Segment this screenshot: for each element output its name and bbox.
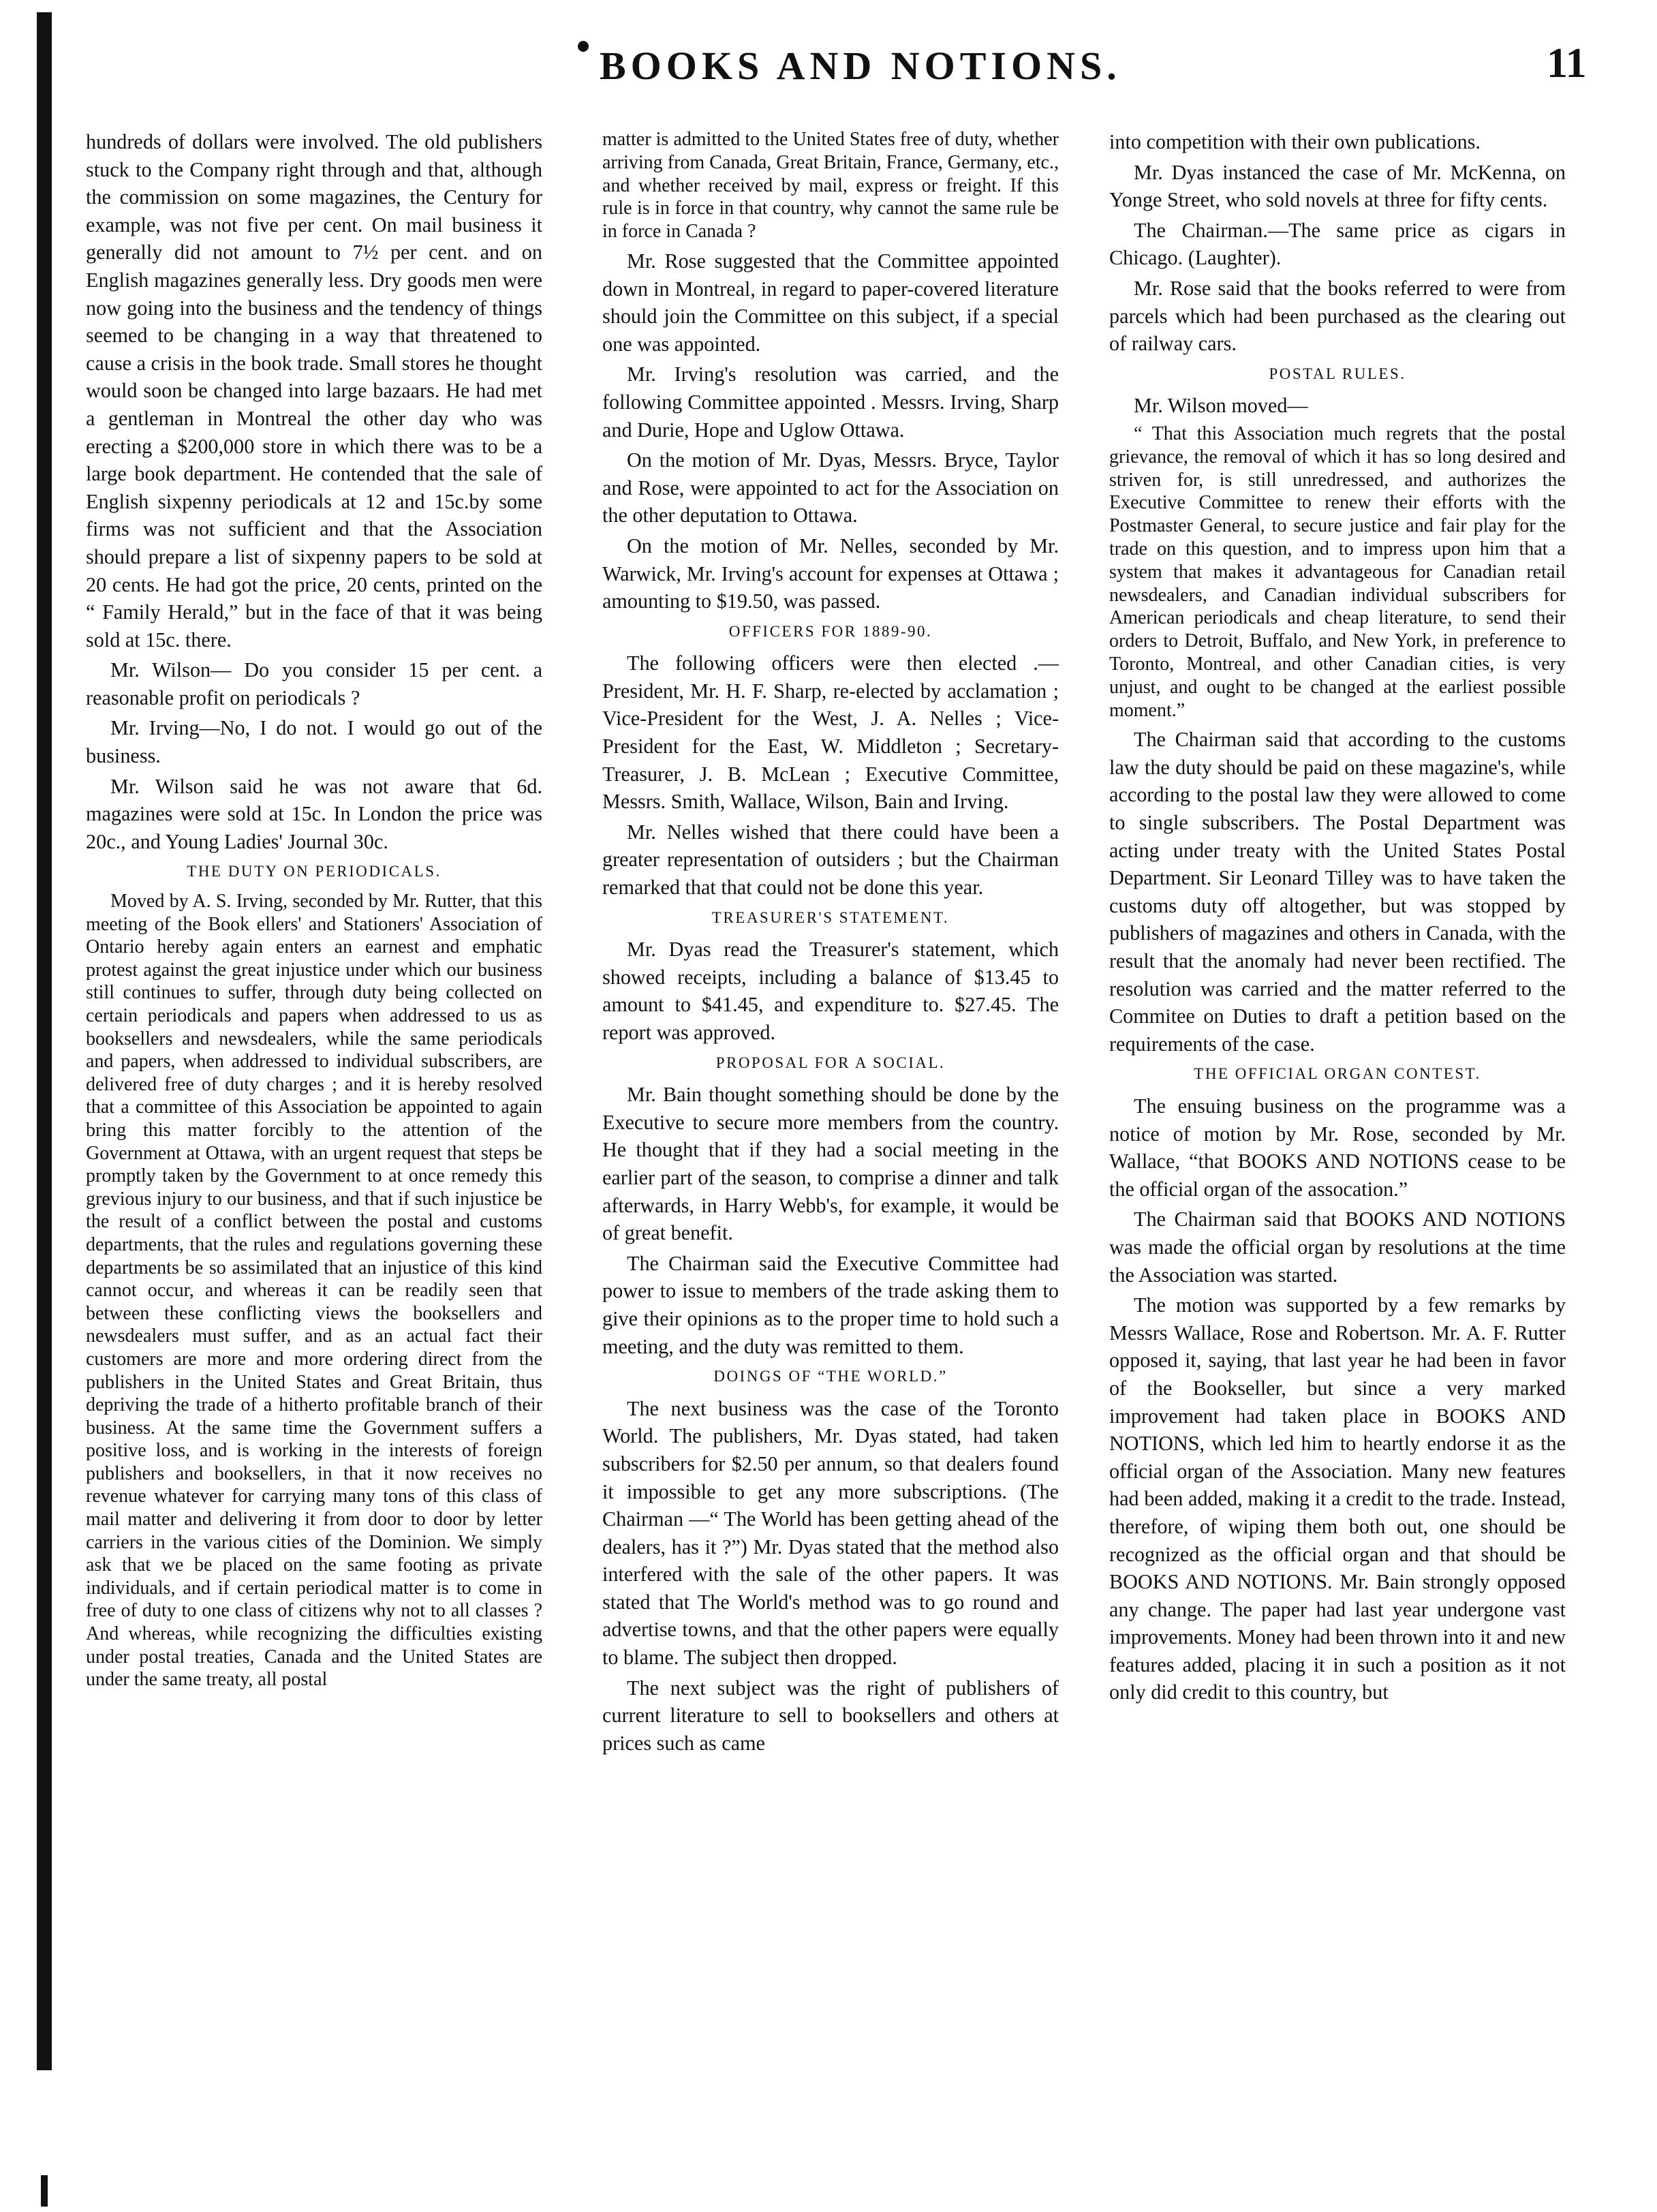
paragraph: The Chairman said that BOOKS AND NOTIONS was made the official organ by resolutions at the time the Association was started. bbox=[1109, 1208, 1566, 1287]
section-heading: POSTAL RULES. bbox=[1269, 365, 1406, 382]
paragraph: Mr. Irving—No, I do not. I would go out of the business. bbox=[86, 716, 542, 768]
paragraph: The Chairman said the Executive Committee had power to issue to members of the trade asking them to give their opinions as to the proper time to hold such a meeting, and the duty was remitted to them. bbox=[602, 1251, 1059, 1358]
section-heading: OFFICERS FOR 1889-90. bbox=[728, 622, 933, 640]
paragraph: into competition with their own publications. bbox=[1109, 130, 1481, 153]
paragraph: Mr. Rose suggested that the Committee appointed down in Montreal, in regard to paper-covered literature should join the Committee on this subject, if a special one was appointed. bbox=[602, 249, 1059, 356]
paragraph: matter is admitted to the United States free of duty, whether arriving from Canada, Great Britain, France, Germany, etc., and whether received by mail, express or freight. If this rule is in force in that country, why cannot the same rule be in force in Canada ? bbox=[602, 129, 1059, 243]
left-border-mark bbox=[41, 2175, 48, 2207]
paragraph: Mr. Irving's resolution was carried, and the following Committee appointed . Messrs. Irving, Sharp and Durie, Hope and Uglow Ottawa. bbox=[602, 363, 1059, 442]
paragraph: Mr. Nelles wished that there could have been a greater representation of outsiders ; but the Chairman remarked that that could not be done this year. bbox=[602, 820, 1059, 900]
paragraph: Mr. Dyas read the Treasurer's statement, which showed receipts, including a balance of $13.45 to amount to $41.45, and expenditure to. $27.45. The report was approved. bbox=[602, 938, 1059, 1045]
left-border-gap bbox=[37, 2072, 52, 2174]
left-border-rule bbox=[37, 12, 52, 2070]
section-heading: THE DUTY ON PERIODICALS. bbox=[187, 863, 442, 880]
paragraph: Mr. Bain thought something should be done by the Executive to secure more members from the country. He thought that if they had a social meeting in the earlier part of the season, to comprise a dinner and talk afterwards, in Harry Webb's, for example, it would be of great benefit. bbox=[602, 1083, 1059, 1245]
paragraph: hundreds of dollars were involved. The old publishers stuck to the Company right through and that, although the commission on some magazines, the Century for example, was not five per cent. On mail business it generally did not amount to 7½ per cent. and on English magazines generally less. Dry goods men were now going into the business and the tendency of things seemed to be changing in a way that threatened to cause a crisis in the book trade. Small stores he thought would soon be changed into large bazaars. He had met a gentleman in Montreal the other day who was erecting a $200,000 store in which there was to be a large book department. He contended that the sale of English sixpenny periodicals at 12 and 15c.by some firms was not sufficient and that the Association should prepare a list of sixpenny papers to be sold at 20 cents. He had got the price, 20 cents, printed on the “ Family Herald,” but in the face of that it was being sold at 15c. there. bbox=[86, 130, 542, 651]
paragraph: The following officers were then elected .— President, Mr. H. F. Sharp, re-elected by acclamation ; Vice-President for the West, J. A. Nelles ; Vice-President for the East, W. Middleton ; Secretary-Treasurer, J. B. McLean ; Executive Committee, Messrs. Smith, Wallace, Wilson, Bain and Irving. bbox=[602, 651, 1059, 814]
paragraph: Mr. Wilson said he was not aware that 6d. magazines were sold at 15c. In London the price was 20c., and Young Ladies' Journal 30c. bbox=[86, 774, 542, 853]
paragraph: Mr. Wilson— Do you consider 15 per cent. a reasonable profit on periodicals ? bbox=[86, 658, 542, 709]
resolution-text: “ That this Association much regrets that the postal grievance, the removal of which it has so long desired and striven for, is still unredressed, and authorizes the Executive Committee to renew their efforts with the Postmaster General, to secure justice and fair play for the trade on this question, and to impress upon him that a system that makes it advantageous for Canadian retail newsdealers, and Canadian individual subscribers for American periodicals and cheap literature, to send their orders to Detroit, Buffalo, and New York, in preference to Toronto, Montreal, and other Canadian cities, is very unjust, and ought to be changed at the earliest possible moment.” bbox=[1109, 423, 1566, 721]
section-heading: THE OFFICIAL ORGAN CONTEST. bbox=[1194, 1065, 1481, 1083]
running-header: BOOKS AND NOTIONS. bbox=[600, 44, 1121, 88]
paragraph: On the motion of Mr. Nelles, seconded by Mr. Warwick, Mr. Irving's account for expenses at Ottawa ; amounting to $19.50, was passed. bbox=[602, 534, 1059, 613]
paragraph: The next business was the case of the Toronto World. The publishers, Mr. Dyas stated, had taken subscribers for $2.50 per annum, so that dealers found it impossible to get any more subscriptions. (The Chairman —“ The World has been getting ahead of the dealers, has it ?”) Mr. Dyas stated that the method also interfered with the sale of the other papers. It was stated that The World's method was to go round and advertise towns, and that the other papers were equally to blame. The subject then dropped. bbox=[602, 1396, 1059, 1670]
paragraph: Mr. Dyas instanced the case of Mr. McKenna, on Yonge Street, who sold novels at three for fifty cents. bbox=[1109, 160, 1566, 212]
column-2 bbox=[602, 128, 1059, 1760]
resolution-text: Moved by A. S. Irving, seconded by Mr. Rutter, that this meeting of the Book ellers' and Stationers' Association of Ontario hereby again enters an earnest and emphatic protest against the great injustice under which our business still continues to suffer, through duty being collected on certain periodicals and papers when addressed to us as booksellers and newsdealers, while the same periodicals and papers, when addressed to individual subscribers, are delivered free of duty charges ; and it is hereby resolved that a committee of this Association be appointed to again bring this matter forcibly to the attention of the Government at Ottawa, with an urgent request that steps be promptly taken by the Government to at once remedy this grevious injury to our business, and that if such injustice be the result of a conflict between the postal and customs departments, that the rules and regulations governing these departments be so assimilated that an injustice of this kind cannot occur, and whereas it can be readily seen that between these conflicting views the booksellers and newsdealers must suffer, and as an actual fact their customers are more and more ordering direct from the publishers in the United States and Great Britain, thus depriving the trade of a hitherto profitable branch of their business. At the same time the Government suffers a positive loss, and is working in the interests of foreign publishers and booksellers, in that it now receives no revenue whatever for carrying many tons of this class of mail matter and delivering it from door to door by letter carriers in the various cities of the Dominion. We simply ask that we be placed on the same footing as private individuals, and if certain periodical matter is to come in free of duty to one class of citizens why not to all classes ? And whereas, while recognizing the difficulties existing under postal treaties, Canada and the United States are under the same treaty, all postal bbox=[86, 891, 542, 1691]
section-heading: DOINGS OF “THE WORLD.” bbox=[713, 1368, 948, 1385]
section-heading: TREASURER'S STATEMENT. bbox=[711, 908, 950, 926]
header-dot bbox=[578, 41, 589, 52]
page-number: 11 bbox=[1547, 40, 1587, 87]
paragraph: Mr. Rose said that the books referred to were from parcels which had been purchased as the clearing out of railway cars. bbox=[1109, 276, 1566, 356]
paragraph: The ensuing business on the programme was a notice of motion by Mr. Rose, seconded by Mr. Wallace, “that BOOKS AND NOTIONS cease to be the official organ of the assocation.” bbox=[1109, 1094, 1566, 1201]
paragraph: The next subject was the right of publishers of current literature to sell to booksellers and others at prices such as came bbox=[602, 1676, 1059, 1755]
paragraph: The Chairman said that according to the customs law the duty should be paid on these magazine's, while according to the postal law they were allowed to come to single subscribers. The Postal Department was acting under treaty with the United States Postal Department. Sir Leonard Tilley was to have taken the customs duty off altogether, but was stopped by publishers of magazines and others in Canada, with the result that the anomaly had never been rectified. The resolution was carried and the matter referred to the Commitee on Duties to draft a petition based on the requirements of the case. bbox=[1109, 728, 1566, 1056]
paragraph: The motion was supported by a few remarks by Messrs Wallace, Rose and Robertson. Mr. A. F. Rutter opposed it, saying, that last year he had been in favor of the Bookseller, but since a very marked improvement had taken place in BOOKS AND NOTIONS, which led him to heartly endorse it as the official organ of the Association. Many new features had been added, making it a credit to the trade. Instead, therefore, of wiping them both out, one should be recognized as the official organ and that should be BOOKS AND NOTIONS. Mr. Bain strongly opposed any change. The paper had last year undergone vast improvements. Money had been thrown into it and new features added, placing it in such a position as it not only did credit to this country, but bbox=[1109, 1293, 1566, 1704]
paragraph: The Chairman.—The same price as cigars in Chicago. (Laughter). bbox=[1109, 218, 1566, 270]
paragraph: On the motion of Mr. Dyas, Messrs. Bryce, Taylor and Rose, were appointed to act for the Association on the other deputation to Ottawa. bbox=[602, 448, 1059, 527]
column-3 bbox=[1109, 128, 1566, 1709]
paragraph: Mr. Wilson moved— bbox=[1134, 394, 1308, 418]
section-heading: PROPOSAL FOR A SOCIAL. bbox=[715, 1054, 946, 1071]
column-1 bbox=[86, 128, 542, 1695]
